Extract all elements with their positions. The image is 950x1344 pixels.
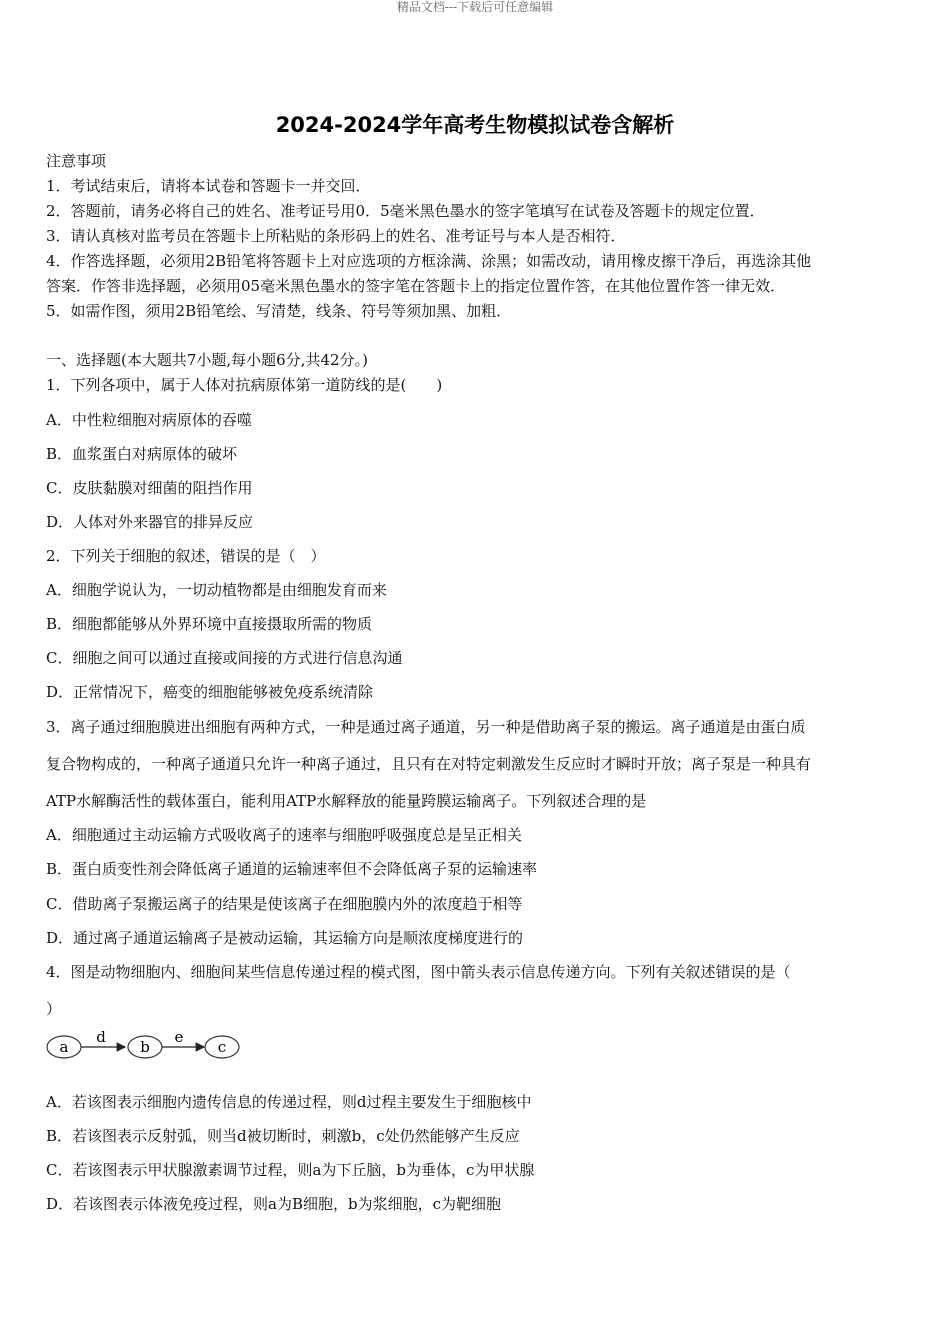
- notice-heading: 注意事项: [46, 152, 107, 170]
- notice-item: 2．答题前，请务必将自己的姓名、准考证号用0．5毫米黑色墨水的签字笔填写在试卷及答题卡的规定位置．: [46, 202, 765, 220]
- question-1-option-c: C．皮肤黏膜对细菌的阻挡作用: [46, 479, 253, 497]
- question-2-stem: 2．下列关于细胞的叙述，错误的是（ ）: [46, 547, 326, 565]
- header-note: 精品文档---下载后可任意编辑: [396, 0, 554, 14]
- question-3-option-d: D．通过离子通道运输离子是被动运输，其运输方向是顺浓度梯度进行的: [46, 929, 524, 947]
- page-title: 2024-2024学年高考生物模拟试卷含解析: [275, 113, 675, 137]
- question-2-option-a: A．细胞学说认为，一切动植物都是由细胞发育而来: [46, 581, 387, 599]
- question-2-option-b: B．细胞都能够从外界环境中直接摄取所需的物质: [46, 615, 373, 633]
- question-1-option-b: B．血浆蛋白对病原体的破坏: [46, 445, 238, 463]
- question-3-option-a: A．细胞通过主动运输方式吸收离子的速率与细胞呼吸强度总是呈正相关: [46, 826, 522, 844]
- notice-item: 3．请认真核对监考员在答题卡上所粘贴的条形码上的姓名、准考证号与本人是否相符．: [46, 227, 626, 245]
- question-4-stem: ）: [46, 1000, 62, 1018]
- question-3-stem: ATP水解酶活性的载体蛋白，能利用ATP水解释放的能量跨膜运输离子。下列叙述合理的是: [46, 792, 647, 810]
- question-4-option-b: B．若该图表示反射弧，则当d被切断时，刺激b，c处仍然能够产生反应: [46, 1127, 520, 1145]
- notice-item: 答案．作答非选择题，必须用05毫米黑色墨水的签字笔在答题卡上的指定位置作答，在其他位置作答一律无效．: [46, 277, 786, 295]
- question-2-option-d: D．正常情况下，癌变的细胞能够被免疫系统清除: [46, 683, 374, 701]
- question-3-stem: 复合物构成的，一种离子通道只允许一种离子通过，且只有在对特定刺激发生反应时才瞬时开放；离子泵是一种具有: [46, 755, 812, 773]
- question-4-stem: 4．图是动物细胞内、细胞间某些信息传递过程的模式图，图中箭头表示信息传递方向。下列有关叙述错误的是（: [46, 963, 791, 981]
- notice-item: 1．考试结束后，请将本试卷和答题卡一并交回．: [46, 177, 371, 195]
- notice-item: 5．如需作图，须用2B铅笔绘、写清楚，线条、符号等须加黑、加粗．: [46, 302, 512, 320]
- signal-flow-diagram: [46, 1028, 246, 1062]
- question-3-option-c: C．借助离子泵搬运离子的结果是使该离子在细胞膜内外的浓度趋于相等: [46, 895, 523, 913]
- notice-item: 4．作答选择题，必须用2B铅笔将答题卡上对应选项的方框涂满、涂黑；如需改动，请用橡皮擦干净后，再选涂其他: [46, 252, 812, 270]
- question-1-option-d: D．人体对外来器官的排异反应: [46, 513, 254, 531]
- question-2-option-c: C．细胞之间可以通过直接或间接的方式进行信息沟通: [46, 649, 403, 667]
- node-c-label: c: [217, 1038, 227, 1056]
- section-heading: 一、选择题(本大题共7小题,每小题6分,共42分。): [46, 351, 368, 369]
- question-3-option-b: B．蛋白质变性剂会降低离子通道的运输速率但不会降低离子泵的运输速率: [46, 860, 538, 878]
- question-4-option-c: C．若该图表示甲状腺激素调节过程，则a为下丘脑，b为垂体，c为甲状腺: [46, 1161, 535, 1179]
- question-1-stem: 1．下列各项中，属于人体对抗病原体第一道防线的是( ): [46, 376, 443, 394]
- question-1-option-a: A．中性粒细胞对病原体的吞噬: [46, 411, 252, 429]
- question-4-option-a: A．若该图表示细胞内遗传信息的传递过程，则d过程主要发生于细胞核中: [46, 1093, 532, 1111]
- edge-e-label: e: [174, 1028, 184, 1046]
- node-b-label: b: [140, 1038, 150, 1056]
- question-3-stem: 3．离子通过细胞膜进出细胞有两种方式，一种是通过离子通道，另一种是借助离子泵的搬运。离子通道是由蛋白质: [46, 718, 806, 736]
- node-a-label: a: [59, 1038, 69, 1056]
- question-4-option-d: D．若该图表示体液免疫过程，则a为B细胞，b为浆细胞，c为靶细胞: [46, 1195, 501, 1213]
- edge-d-label: d: [96, 1028, 106, 1046]
